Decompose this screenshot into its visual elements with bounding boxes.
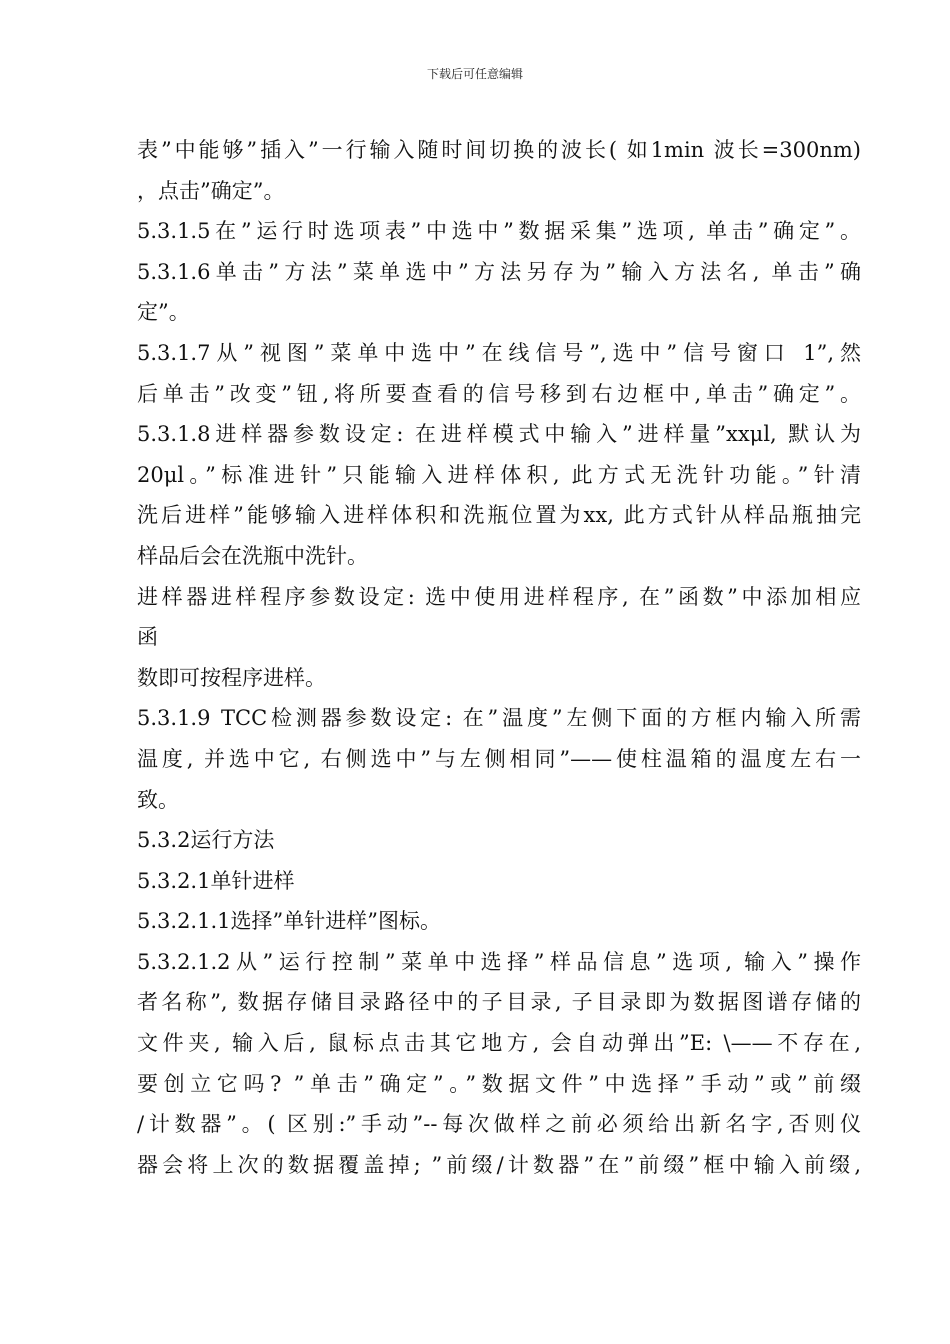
text-line: 温度, 并选中它, 右侧选中”与左侧相同”——使柱温箱的温度左右一 xyxy=(137,746,861,771)
text-line: 者名称”, 数据存储目录路径中的子目录, 子目录即为数据图谱存储的 xyxy=(137,990,861,1015)
document-body xyxy=(137,130,861,1185)
page-header: 下载后可任意编辑 xyxy=(426,67,523,81)
text-line: 后单击”改变”钮,将所要查看的信号移到右边框中,单击”确定”。 xyxy=(137,381,861,406)
text-line: 5.3.2.1.2从”运行控制”菜单中选择”样品信息”选项, 输入”操作 xyxy=(137,949,861,974)
text-line: ，点击”确定”。 xyxy=(137,178,285,203)
text-line: 器会将上次的数据覆盖掉; ”前缀/计数器”在”前缀”框中输入前缀, xyxy=(137,1152,861,1177)
text-line: 样品后会在洗瓶中洗针。 xyxy=(137,543,368,568)
text-line: 5.3.2.1单针进样 xyxy=(137,868,295,893)
text-line: 文件夹, 输入后, 鼠标点击其它地方, 会自动弹出”E: \——不存在, xyxy=(137,1031,861,1056)
text-line: 5.3.1.5在”运行时选项表”中选中”数据采集”选项, 单击”确定”。 xyxy=(137,219,861,244)
text-line: 20μl。”标准进针”只能输入进样体积, 此方式无洗针功能。”针清 xyxy=(137,462,861,487)
text-line: 致。 xyxy=(137,787,179,812)
text-line: 函 xyxy=(137,625,158,650)
text-line: 定”。 xyxy=(137,300,190,325)
text-line: 5.3.1.8进样器参数设定: 在进样模式中输入”进样量”xxμl, 默认为 xyxy=(137,422,861,447)
text-line: 要创立它吗? ”单击”确定”。”数据文件”中选择”手动”或”前缀 xyxy=(137,1071,861,1096)
text-line: 5.3.1.6单击”方法”菜单选中”方法另存为”输入方法名, 单击”确 xyxy=(137,259,861,284)
text-line: 5.3.1.7从”视图”菜单中选中”在线信号”,选中”信号窗口 1”,然 xyxy=(137,340,861,365)
text-line: 5.3.2.1.1选择”单针进样”图标。 xyxy=(137,909,441,934)
text-line: 5.3.2运行方法 xyxy=(137,828,275,853)
text-line: 进样器进样程序参数设定: 选中使用进样程序, 在”函数”中添加相应 xyxy=(137,584,861,609)
text-line: 表”中能够”插入”一行输入随时间切换的波长( 如1min 波长=300nm) xyxy=(137,138,861,162)
text-line: /计数器”。( 区别:”手动”--每次做样之前必须给出新名字,否则仪 xyxy=(137,1112,861,1137)
text-line: 数即可按程序进样。 xyxy=(137,665,326,690)
text-line: 5.3.1.9 TCC检测器参数设定: 在”温度”左侧下面的方框内输入所需 xyxy=(137,706,861,731)
text-line: 洗后进样”能够输入进样体积和洗瓶位置为xx, 此方式针从样品瓶抽完 xyxy=(137,503,861,528)
